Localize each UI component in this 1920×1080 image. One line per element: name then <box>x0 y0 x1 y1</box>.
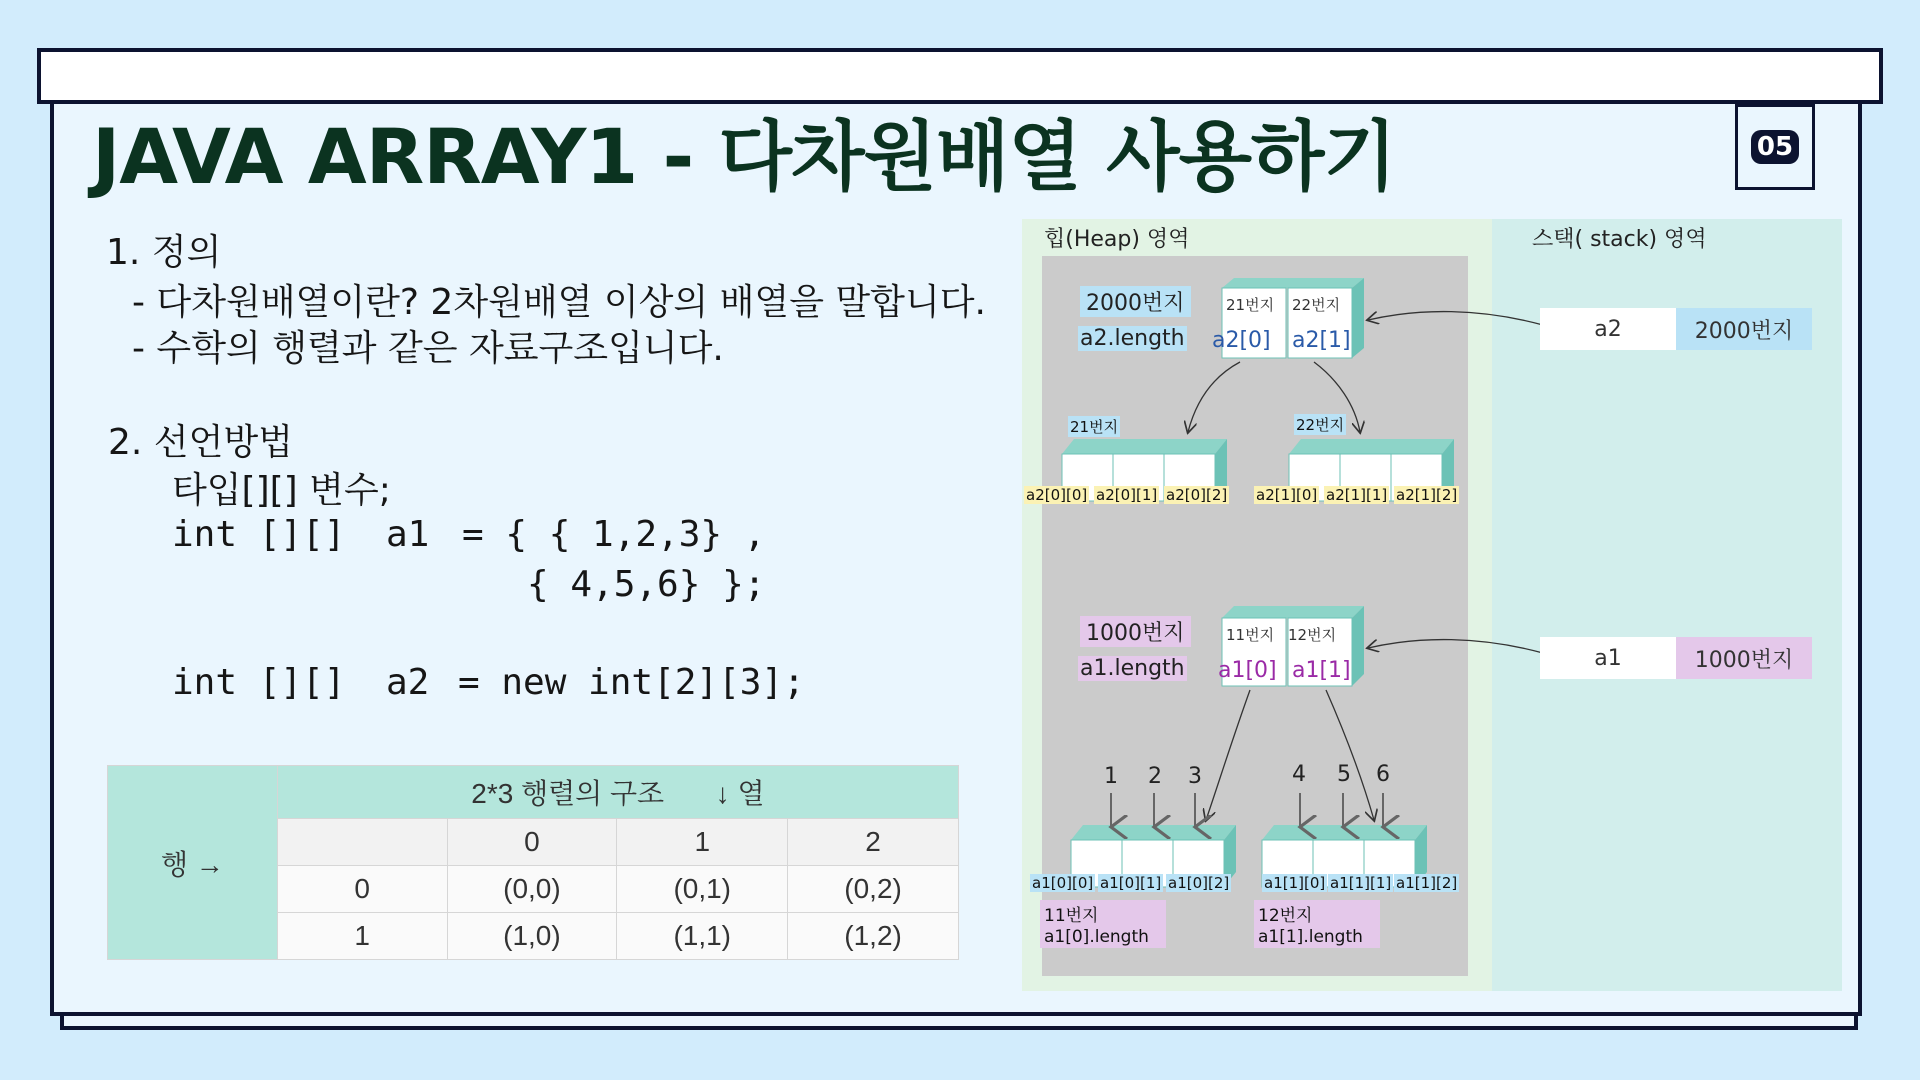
a1-cell-label: a1[0][2] <box>1168 874 1230 892</box>
a2-cell-label: a2[1][0] <box>1256 486 1318 504</box>
a1-cell-label: a1[1][1] <box>1330 874 1392 892</box>
stack-a1-value: 1000번지 <box>1676 637 1812 679</box>
a1-value: 5 <box>1337 762 1351 787</box>
row-index: 1 <box>277 913 447 960</box>
page-title: JAVA ARRAY1 - 다차원배열 사용하기 <box>92 112 1396 201</box>
a1-type: int [][] <box>172 514 346 555</box>
stack-a2-value: 2000번지 <box>1676 308 1812 350</box>
a1-cell-label: a1[0][0] <box>1032 874 1094 892</box>
a1-value: 6 <box>1376 762 1390 787</box>
page-number: 05 <box>1751 130 1799 164</box>
a1-init-line-2: { 4,5,6} }; <box>527 564 766 605</box>
column-header: 2 <box>788 819 959 866</box>
a2-slot-0-address: 21번지 <box>1226 296 1275 314</box>
table-caption: 2*3 행렬의 구조 <box>471 778 665 809</box>
a1-slot-1-address: 12번지 <box>1288 626 1337 644</box>
a2-cell-label: a2[0][0] <box>1026 486 1088 504</box>
a1-row0-address: 11번지 <box>1040 900 1166 927</box>
a2-type: int [][] <box>172 662 346 703</box>
table-cell: (1,0) <box>447 913 617 960</box>
table-cell: (1,1) <box>617 913 788 960</box>
a2-cell-label: a2[1][2] <box>1396 486 1458 504</box>
a1-cell-label: a1[0][1] <box>1100 874 1162 892</box>
column-header: 0 <box>447 819 617 866</box>
a2-name: a2 <box>386 662 430 703</box>
a2-ref-1: a2[1] <box>1292 328 1351 353</box>
a2-cell-label: a2[0][1] <box>1096 486 1158 504</box>
a1-row0-length: a1[0].length <box>1040 926 1166 948</box>
declaration-syntax: 타입[][] 변수; <box>172 470 391 511</box>
heap-label: 힙(Heap) 영역 <box>1044 227 1190 252</box>
table-cell: (0,1) <box>617 866 788 913</box>
a2-address: 2000번지 <box>1080 286 1191 317</box>
definition-line-2: - 수학의 행렬과 같은 자료구조입니다. <box>132 328 724 369</box>
a1-value: 4 <box>1292 762 1306 787</box>
table-cell: (0,0) <box>447 866 617 913</box>
table-cell: (0,2) <box>788 866 959 913</box>
row-index: 0 <box>277 866 447 913</box>
a1-value: 3 <box>1188 764 1202 789</box>
a1-name: a1 <box>386 514 430 555</box>
a2-length: a2.length <box>1080 326 1185 351</box>
a2-cell-label: a2[1][1] <box>1326 486 1388 504</box>
a2-init: = new int[2][3]; <box>458 662 805 703</box>
declaration-heading: 2. 선언방법 <box>108 422 293 463</box>
column-axis-label: ↓ 열 <box>715 778 765 809</box>
a1-slot-0-address: 11번지 <box>1226 626 1275 644</box>
a1-address: 1000번지 <box>1080 616 1191 647</box>
a2-cell-label: a2[0][2] <box>1166 486 1228 504</box>
row-axis-label: 행 → <box>108 766 278 960</box>
a1-value: 1 <box>1104 764 1118 789</box>
stack-a1-name: a1 <box>1540 637 1676 679</box>
definition-heading: 1. 정의 <box>106 232 222 273</box>
a1-length: a1.length <box>1080 656 1185 681</box>
stack-label: 스택( stack) 영역 <box>1532 227 1707 252</box>
a1-init-line-1: = { { 1,2,3} , <box>462 514 766 555</box>
a2-row0-address: 21번지 <box>1070 418 1119 436</box>
a1-row1-length: a1[1].length <box>1254 926 1380 948</box>
a2-row1-address: 22번지 <box>1296 416 1345 434</box>
a1-ref-1: a1[1] <box>1292 658 1351 683</box>
a1-cell-label: a1[1][0] <box>1264 874 1326 892</box>
a2-slot-1-address: 22번지 <box>1292 296 1341 314</box>
a1-cell-label: a1[1][2] <box>1396 874 1458 892</box>
a1-ref-0: a1[0] <box>1218 658 1277 683</box>
stack-a2-name: a2 <box>1540 308 1676 350</box>
column-header: 1 <box>617 819 788 866</box>
table-cell: (1,2) <box>788 913 959 960</box>
definition-line-1: - 다차원배열이란? 2차원배열 이상의 배열을 말합니다. <box>132 282 986 323</box>
a1-value: 2 <box>1148 764 1162 789</box>
a1-row1-address: 12번지 <box>1254 900 1380 927</box>
a2-ref-0: a2[0] <box>1212 328 1271 353</box>
